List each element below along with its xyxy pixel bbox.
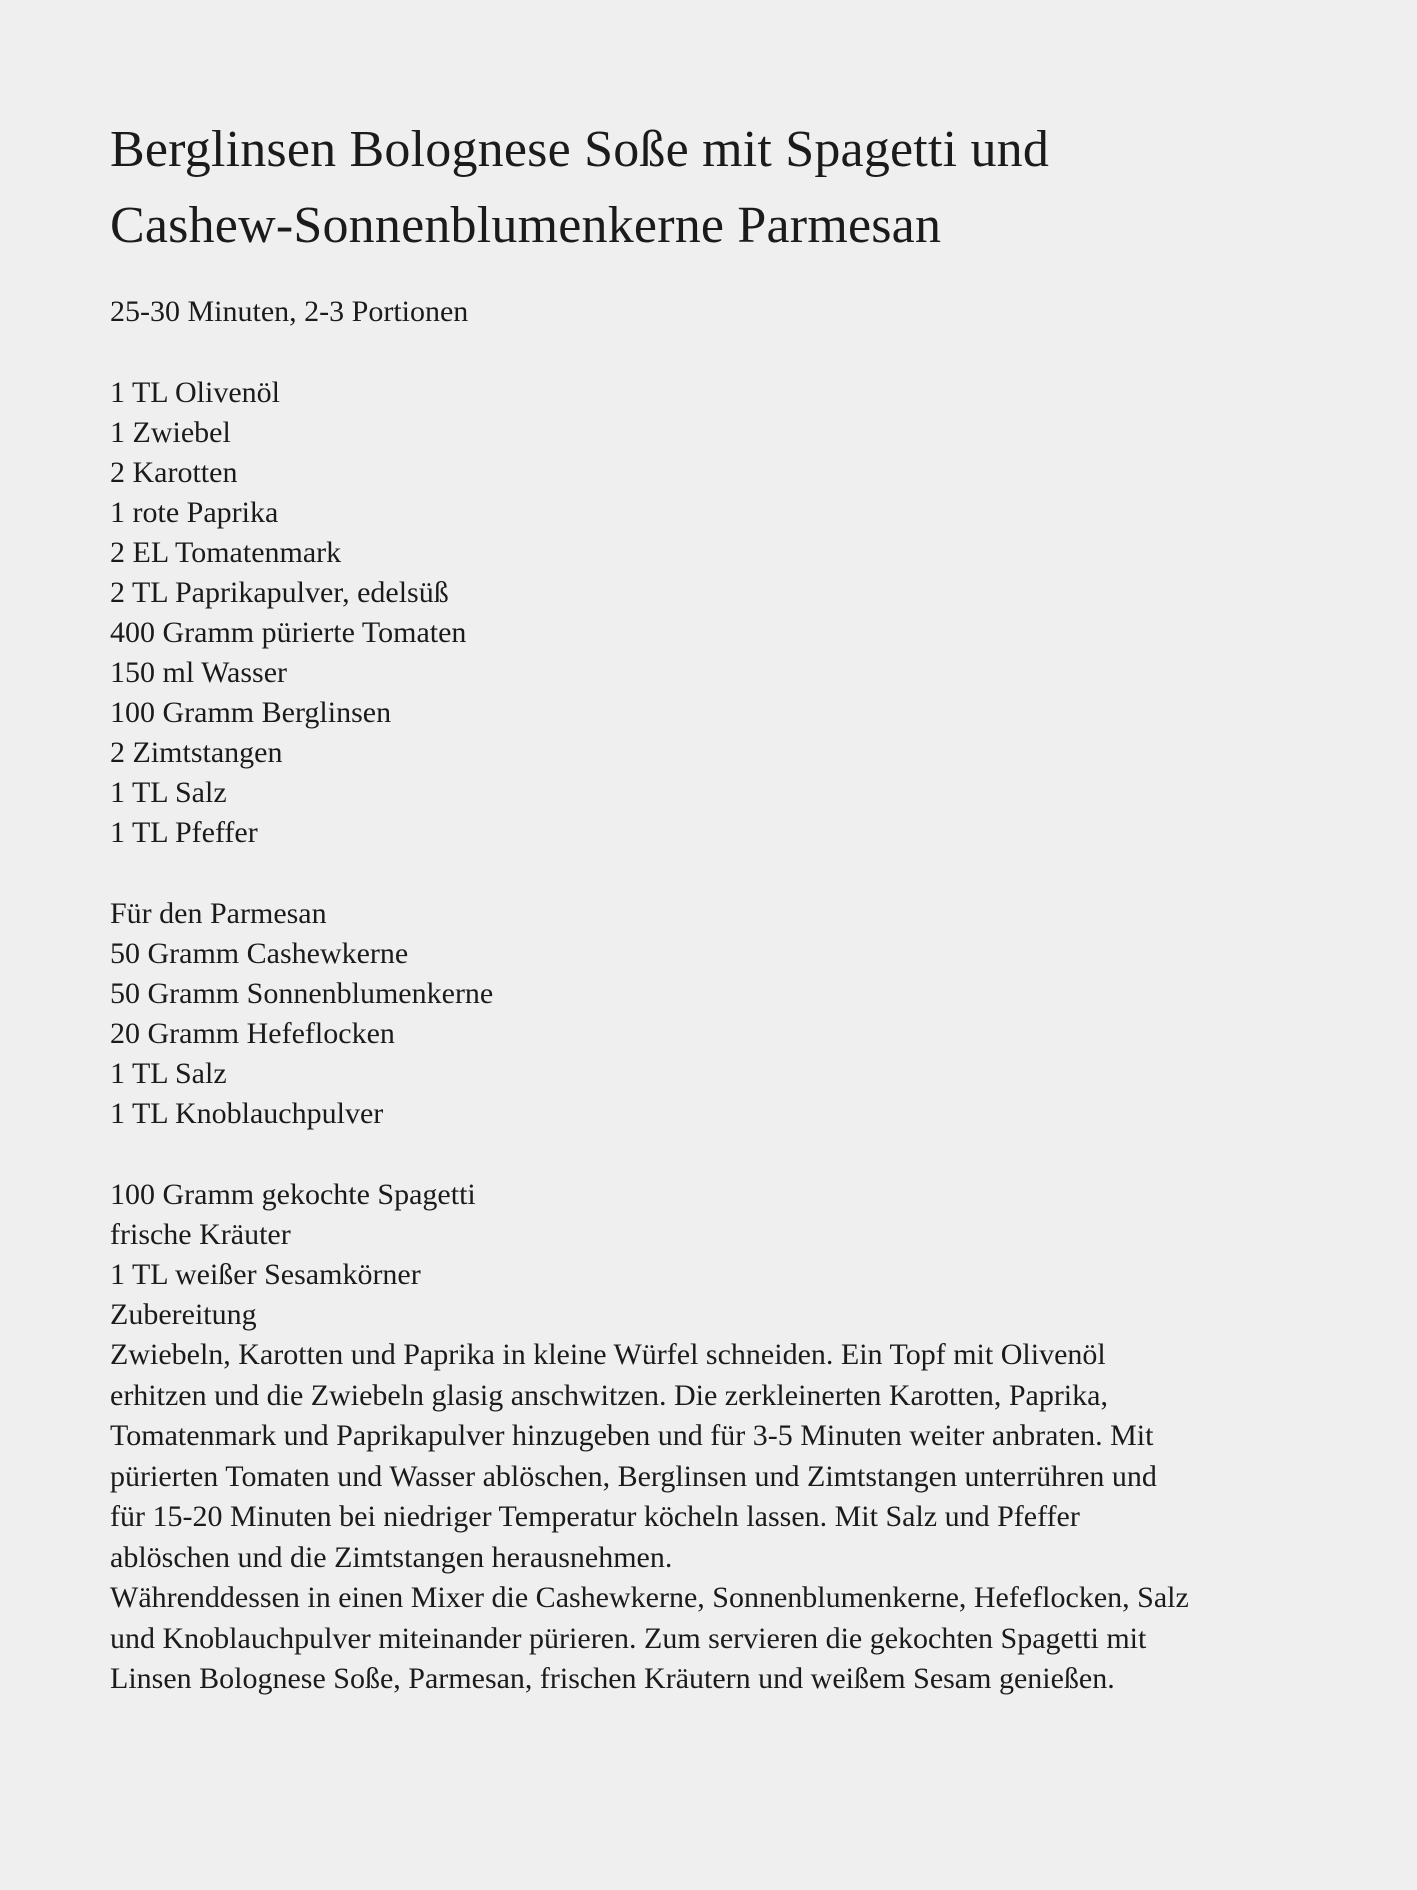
parmesan-heading: Für den Parmesan xyxy=(110,897,327,930)
list-item: 1 TL Knoblauchpulver xyxy=(110,1097,384,1130)
list-item: 20 Gramm Hefeflocken xyxy=(110,1017,395,1050)
ingredients-parmesan-list xyxy=(110,934,1320,1134)
paragraph-line: Zwiebeln, Karotten und Paprika in kleine Würfel schneiden. Ein Topf mit Olivenöl xyxy=(110,1338,1106,1371)
list-item: 1 TL Salz xyxy=(110,776,227,809)
paragraph-line: Tomatenmark und Paprikapulver hinzugeben und für 3-5 Minuten weiter anbraten. Mit xyxy=(110,1419,1154,1452)
preparation-heading: Zubereitung xyxy=(110,1298,257,1331)
title-line-1: Berglinsen Bolognese Soße mit Spagetti und xyxy=(110,121,1050,178)
list-item: 150 ml Wasser xyxy=(110,656,288,689)
list-item: 100 Gramm Berglinsen xyxy=(110,696,392,729)
recipe-page xyxy=(110,112,1320,1700)
ingredients-serving-list xyxy=(110,1175,1320,1295)
list-item: 1 Zwiebel xyxy=(110,416,231,449)
list-item: 100 Gramm gekochte Spagetti xyxy=(110,1178,476,1211)
paragraph-line: ablöschen und die Zimtstangen herausnehmen. xyxy=(110,1540,673,1574)
paragraph-line: erhitzen und die Zwiebeln glasig anschwitzen. Die zerkleinerten Karotten, Paprika, xyxy=(110,1378,1108,1412)
paragraph-line: Linsen Bolognese Soße, Parmesan, frischen Kräutern und weißem Sesam genießen. xyxy=(110,1662,1115,1695)
list-item: 1 rote Paprika xyxy=(110,496,279,529)
ingredients-main-list xyxy=(110,373,1320,853)
parmesan-section xyxy=(110,894,1320,1134)
preparation-paragraph-2 xyxy=(110,1578,1320,1700)
list-item: 400 Gramm pürierte Tomaten xyxy=(110,616,467,649)
list-item: 2 TL Paprikapulver, edelsüß xyxy=(110,576,449,609)
list-item: 1 TL Olivenöl xyxy=(110,376,280,409)
list-item: 1 TL Salz xyxy=(110,1057,227,1090)
list-item: 50 Gramm Cashewkerne xyxy=(110,937,409,970)
list-item: 50 Gramm Sonnenblumenkerne xyxy=(110,977,494,1010)
list-item: 2 EL Tomatenmark xyxy=(110,536,342,569)
list-item: frische Kräuter xyxy=(110,1218,291,1251)
list-item: 1 TL weißer Sesamkörner xyxy=(110,1258,421,1291)
paragraph-line: und Knoblauchpulver miteinander pürieren. Zum servieren die gekochten Spagetti mit xyxy=(110,1621,1147,1655)
paragraph-line: Währenddessen in einen Mixer die Cashewkerne, Sonnenblumenkerne, Hefeflocken, Salz xyxy=(110,1581,1189,1614)
preparation-paragraph-1 xyxy=(110,1335,1320,1578)
paragraph-line: pürierten Tomaten und Wasser ablöschen, Berglinsen und Zimtstangen unterrühren und xyxy=(110,1459,1157,1493)
recipe-meta: 25-30 Minuten, 2-3 Portionen xyxy=(110,295,469,328)
list-item: 2 Karotten xyxy=(110,456,238,489)
title-line-2: Cashew-Sonnenblumenkerne Parmesan xyxy=(110,197,942,254)
recipe-title xyxy=(110,112,1320,264)
list-item: 1 TL Pfeffer xyxy=(110,816,258,849)
list-item: 2 Zimtstangen xyxy=(110,736,283,769)
paragraph-line: für 15-20 Minuten bei niedriger Temperatur köcheln lassen. Mit Salz und Pfeffer xyxy=(110,1500,1080,1533)
